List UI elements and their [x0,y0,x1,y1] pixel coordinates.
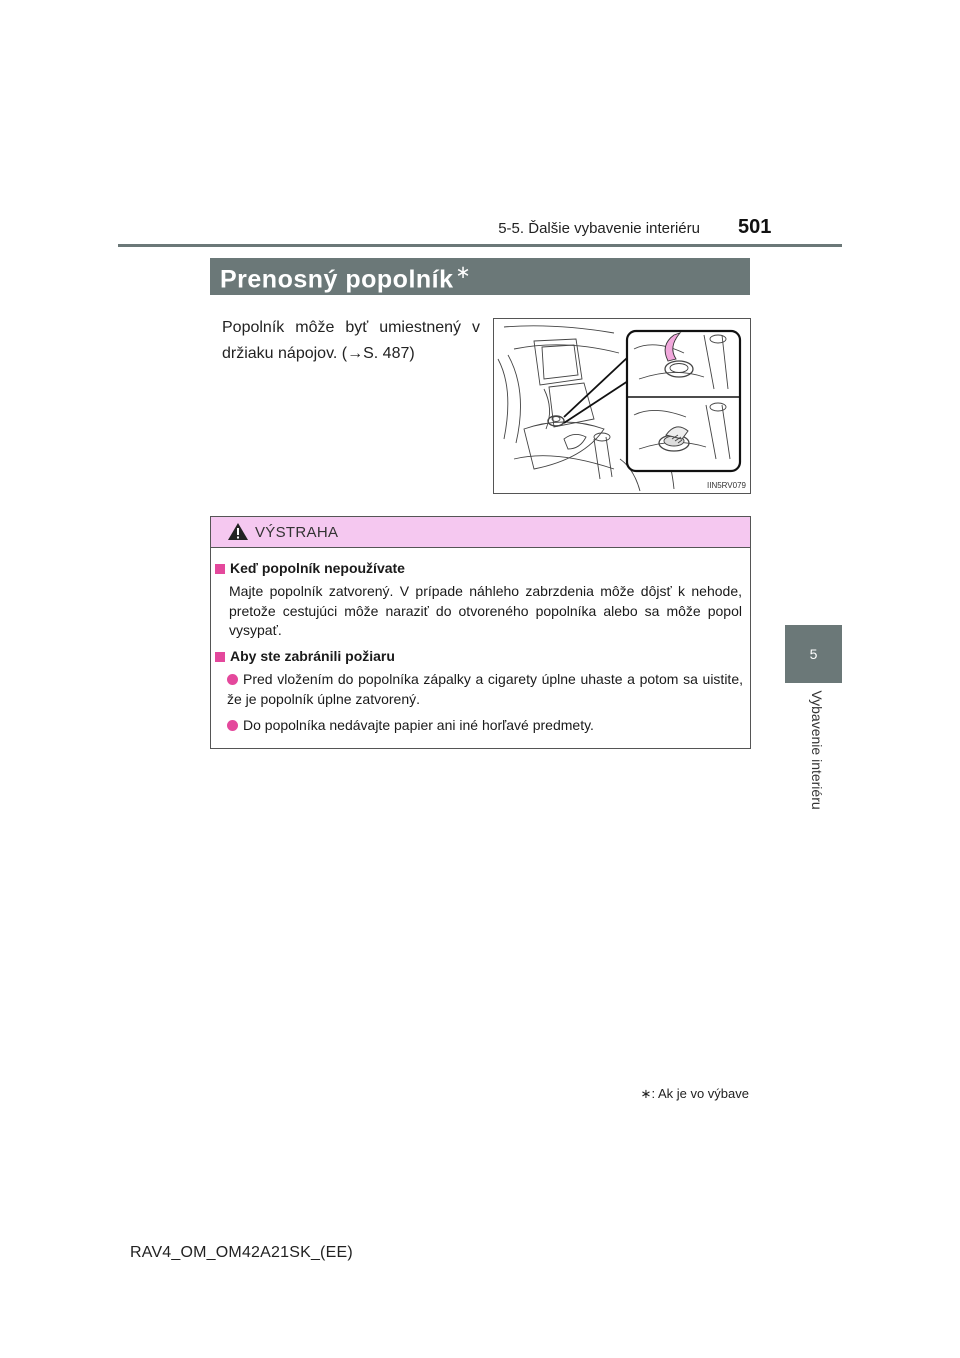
intro-paragraph [222,315,480,367]
warning-heading-fire [215,648,395,664]
warning-paragraph-not-in-use: Majte popolník zatvorený. V prípade náhleho zabrzdenia môže dôjsť k nehode, pretože cestujúci môže naraziť do otvoreného popolníka alebo sa môže popol vysypať. [229,583,742,638]
round-bullet-icon [227,720,238,731]
intro-text: Popolník môže byť umiestnený v držiaku nápojov. ( [222,319,480,362]
document-code: RAV4_OM_OM42A21SK_(EE) [130,1244,353,1261]
square-bullet-icon [215,564,225,574]
running-header-section: 5-5. Ďalšie vybavenie interiéru [498,220,700,237]
warning-header [211,517,750,548]
warning-heading-text: Keď popolník nepoužívate [230,560,405,576]
bullet-text: Pred vložením do popolníka zápalky a cigarety úplne uhaste a potom sa uistite, že je popolník úplne zatvorený. [227,671,743,707]
figure-code: IIN5RV079 [707,481,746,490]
header-divider [118,244,842,247]
warning-heading-not-in-use [215,560,405,576]
car-interior-drawing [494,319,750,493]
ashtray-illustration [493,318,751,494]
warning-heading-text: Aby ste zabránili požiaru [230,648,395,664]
section-title-text: Prenosný popolník [220,265,454,294]
section-title [220,262,471,294]
optional-marker: ∗ [455,262,472,282]
reference-arrow: → [347,345,364,362]
warning-triangle-icon [227,522,249,541]
section-title-bar [210,258,750,295]
warning-box [210,516,751,749]
chapter-tab-label: Vybavenie interiéru [809,690,825,810]
square-bullet-icon [215,652,225,662]
page-reference: S. 487) [363,345,415,362]
warning-bullet-flammable [227,716,743,736]
chapter-tab: 5 [785,625,842,683]
warning-title: VÝSTRAHA [255,524,339,541]
warning-bullet-extinguish [227,670,743,709]
footnote-marker: ∗ [640,1086,652,1101]
page-number: 501 [738,216,772,238]
footnote-text: : Ak je vo výbave [651,1086,749,1101]
bullet-text: Do popolníka nedávajte papier ani iné horľavé predmety. [243,717,594,733]
round-bullet-icon [227,674,238,685]
footnote [600,1086,749,1102]
